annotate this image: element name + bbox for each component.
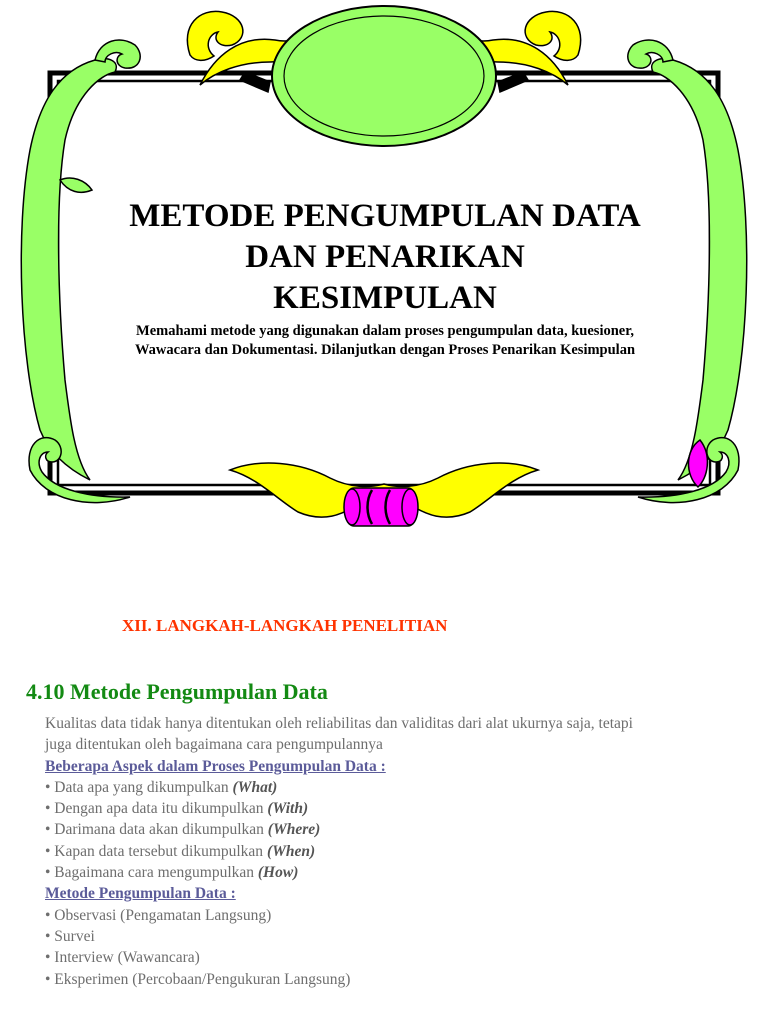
method-item: • Eksperimen (Percobaan/Pengukuran Langsung) [45, 970, 351, 988]
method-item: • Observasi (Pengamatan Langsung) [45, 906, 272, 924]
slide-subtitle-line-2: Wawacara dan Dokumentasi. Dilanjutkan dengan Proses Penarikan Kesimpulan [134, 342, 636, 358]
aspect-item: • Bagaimana cara mengumpulkan (How) [45, 864, 299, 882]
slide-title [90, 196, 680, 319]
slide-subtitle-line-1: Memahami metode yang digunakan dalam proses pengumpulan data, kuesioner, [136, 323, 634, 339]
slide-title-line-2: DAN PENARIKAN [245, 239, 525, 275]
method-item: • Interview (Wawancara) [45, 949, 200, 967]
aspects-heading: Beberapa Aspek dalam Proses Pengumpulan Data : [45, 757, 386, 775]
slide-subtitle [95, 322, 675, 360]
aspect-item: • Kapan data tersebut dikumpulkan (When) [45, 842, 316, 860]
intro-line-2: juga ditentukan oleh bagaimana cara pengumpulannya [45, 736, 383, 754]
aspect-item: • Data apa yang dikumpulkan (What) [45, 778, 278, 796]
bottom-magenta-roll [344, 488, 418, 526]
methods-heading: Metode Pengumpulan Data : [45, 885, 236, 903]
slide-title-line-3: KESIMPULAN [273, 280, 497, 316]
aspect-item: • Dengan apa data itu dikumpulkan (With) [45, 800, 309, 818]
top-oval-ornament [272, 6, 496, 146]
method-item: • Survei [45, 927, 95, 945]
slide-title-line-1: METODE PENGUMPULAN DATA [129, 198, 641, 234]
section-heading: 4.10 Metode Pengumpulan Data [26, 679, 328, 704]
content-body [45, 713, 755, 990]
aspect-item: • Darimana data akan dikumpulkan (Where) [45, 821, 321, 839]
intro-line-1: Kualitas data tidak hanya ditentukan oleh reliabilitas dan validitas dari alat ukurnya saja, tetapi [45, 715, 633, 732]
section-header: XII. LANGKAH-LANGKAH PENELITIAN [122, 616, 448, 635]
